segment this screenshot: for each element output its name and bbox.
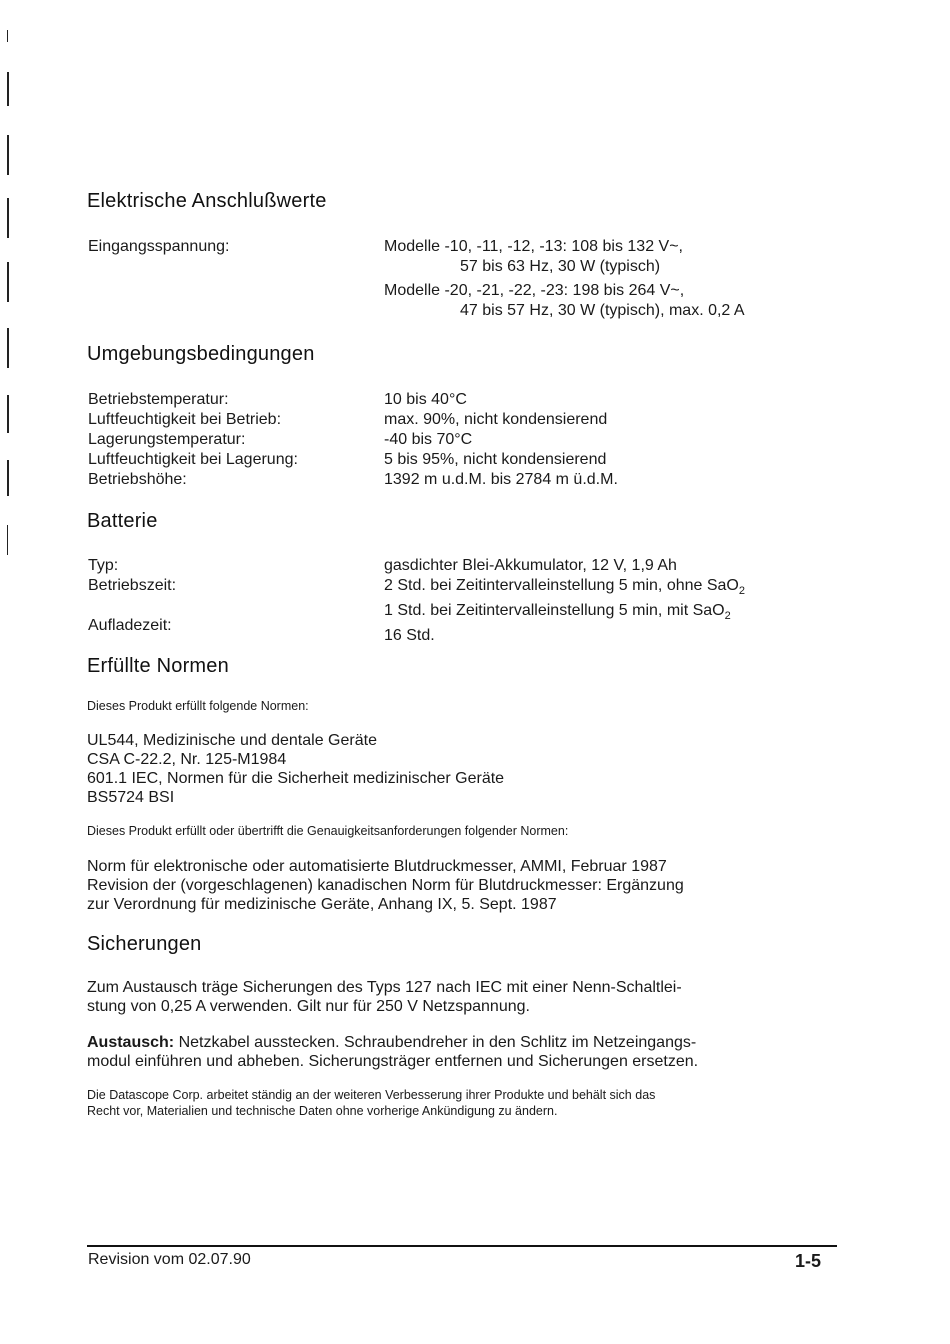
page-number: 1-5 [795, 1251, 822, 1271]
battery-type-value: gasdichter Blei-Akkumulator, 12 V, 1,9 Ah [384, 557, 677, 574]
battery-type-label: Typ: [88, 557, 119, 574]
change-bar [7, 72, 9, 106]
change-bar [7, 525, 8, 555]
subscript: 2 [738, 585, 745, 598]
section-title-battery: Batterie [87, 510, 158, 532]
norms-intro: Dieses Produkt erfüllt folgende Normen: [87, 699, 309, 713]
subscript: 2 [724, 610, 731, 623]
replacement-heading: Austausch: [87, 1034, 175, 1051]
env-label: Luftfeuchtigkeit bei Betrieb: [88, 411, 282, 428]
norm-item: BS5724 BSI [87, 789, 175, 806]
env-value: 5 bis 95%, nicht kondensierend [384, 451, 607, 468]
voltage-line: 57 bis 63 Hz, 30 W (typisch) [460, 258, 661, 275]
norm-item: CSA C-22.2, Nr. 125-M1984 [87, 751, 287, 768]
change-bar [7, 328, 9, 368]
battery-runtime-value: 2 Std. bei Zeitintervalleinstellung 5 min, ohne SaO$_2$ [384, 577, 745, 598]
disclaimer: Die Datascope Corp. arbeitet ständig an der weiteren Verbesserung ihrer Produkte und behält sich das Recht vor, Materialien und technische Daten ohne vorherige Ankündigung zu ändern. [87, 1088, 656, 1118]
change-bar [7, 262, 9, 302]
voltage-line: Modelle -20, -21, -22, -23: 198 bis 264 V~, [384, 282, 685, 299]
battery-values [384, 556, 854, 646]
section-title-fuses: Sicherungen [87, 933, 202, 955]
input-voltage-label: Eingangsspannung: [88, 238, 230, 255]
battery-runtime-value: 1 Std. bei Zeitintervalleinstellung 5 min, mit SaO$_2$ [384, 602, 731, 623]
change-bar [7, 198, 9, 238]
norm-item: 601.1 IEC, Normen für die Sicherheit medizinischer Geräte [87, 770, 505, 787]
env-label: Betriebshöhe: [88, 471, 187, 488]
section-title-norms: Erfüllte Normen [87, 655, 229, 677]
norm-item: Revision der (vorgeschlagenen) kanadischen Norm für Blutdruckmesser: Ergänzung [87, 877, 684, 894]
change-bar [7, 30, 8, 42]
accuracy-norms [87, 857, 847, 914]
section-title-environment: Umgebungsbedingungen [87, 343, 315, 365]
norm-item: UL544, Medizinische und dentale Geräte [87, 732, 377, 749]
section-title-electrical: Elektrische Anschlußwerte [87, 190, 327, 212]
norm-item: zur Verordnung für medizinische Geräte, Anhang IX, 5. Sept. 1987 [87, 896, 557, 913]
norm-item: Norm für elektronische oder automatisierte Blutdruckmesser, AMMI, Februar 1987 [87, 858, 667, 875]
footer-divider [87, 1245, 837, 1247]
input-voltage-value [384, 237, 854, 321]
voltage-line: 47 bis 57 Hz, 30 W (typisch), max. 0,2 A [460, 302, 745, 319]
accuracy-intro: Dieses Produkt erfüllt oder übertrifft die Genauigkeitsanforderungen folgender Normen: [87, 824, 569, 838]
revision-date: Revision vom 02.07.90 [88, 1251, 251, 1268]
battery-charge-value: 16 Std. [384, 627, 435, 645]
env-value: 10 bis 40°C [384, 391, 467, 408]
battery-runtime-label: Betriebszeit: [88, 577, 177, 594]
norms-list [87, 731, 847, 807]
fuse-replacement-paragraph: Austausch: Netzkabel ausstecken. Schraubendreher in den Schlitz im Netzeingangs- modul einführen und abheben. Sicherungsträger entfernen und Sicherungen ersetzen. [87, 1034, 699, 1070]
env-value: 1392 m u.d.M. bis 2784 m ü.d.M. [384, 471, 618, 488]
fuse-spec-paragraph: Zum Austausch träge Sicherungen des Typs 127 nach IEC mit einer Nenn-Schaltlei- stung von 0,25 A verwenden. Gilt nur für 250 V Netzspannung. [87, 979, 682, 1015]
battery-charge-label: Aufladezeit: [88, 617, 172, 634]
change-bar [7, 135, 9, 175]
voltage-line: Modelle -10, -11, -12, -13: 108 bis 132 V~, [384, 238, 683, 255]
env-value: -40 bis 70°C [384, 431, 473, 448]
env-label: Luftfeuchtigkeit bei Lagerung: [88, 451, 298, 468]
env-label: Betriebstemperatur: [88, 391, 229, 408]
env-value: max. 90%, nicht kondensierend [384, 411, 608, 428]
change-bar [7, 395, 9, 433]
change-bar [7, 460, 9, 496]
environment-values [384, 390, 854, 490]
environment-labels [88, 390, 378, 490]
env-label: Lagerungstemperatur: [88, 431, 246, 448]
battery-labels [88, 556, 378, 636]
